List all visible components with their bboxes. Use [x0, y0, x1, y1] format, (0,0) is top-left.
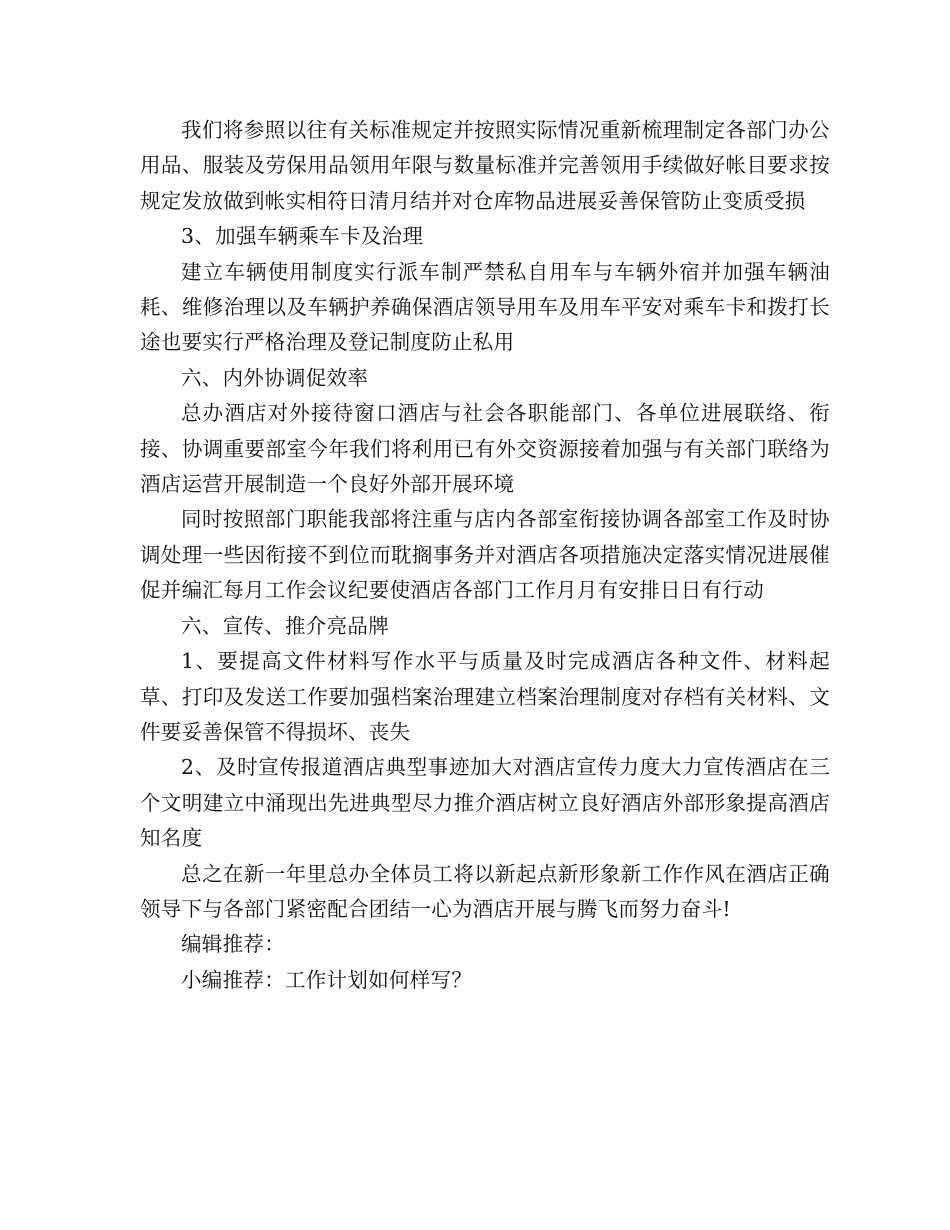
- editor-recommendation-label: 编辑推荐：: [181, 932, 285, 957]
- heading-coordination: 六、内外协调促效率: [181, 365, 369, 390]
- paragraph-vehicle-rules: 建立车辆使用制度实行派车制严禁私自用车与车辆外宿并加强车辆油耗、维修治理以及车辆护养确保酒店领导用车及用车平安对乘车卡和拨打长途也要实行严格治理及登记制度防止私用: [140, 259, 830, 355]
- paragraph-internal-coordination: 同时按照部门职能我部将注重与店内各部室衔接协调各部室工作及时协调处理一些因衔接不到位而耽搁事务并对酒店各项措施决定落实情况进展催促并编汇每月工作会议纪要使酒店各部门工作月月有安排日日有行动: [140, 507, 830, 603]
- paragraph-document-writing: 1、要提高文件材料写作水平与质量及时完成酒店各种文件、材料起草、打印及发送工作要加强档案治理建立档案治理制度对存档有关材料、文件要妥善保管不得损坏、丧失: [140, 649, 830, 744]
- paragraph-conclusion: 总之在新一年里总办全体员工将以新起点新形象新工作作风在酒店正确领导下与各部门紧密配合团结一心为酒店开展与腾飞而努力奋斗!: [140, 861, 830, 921]
- paragraph-publicity-reporting: 2、及时宣传报道酒店典型事迹加大对酒店宣传力度大力宣传酒店在三个文明建立中涌现出先进典型尽力推介酒店树立良好酒店外部形象提高酒店知名度: [140, 755, 830, 851]
- paragraph-office-supplies: 我们将参照以往有关标准规定并按照实际情况重新梳理制定各部门办公用品、服装及劳保用品领用年限与数量标准并完善领用手续做好帐目要求按规定发放做到帐实相符日清月结并对仓库物品进展妥善保管防止变质受损: [140, 118, 830, 213]
- document-body: [140, 113, 830, 998]
- heading-vehicle-management: 3、加强车辆乘车卡及治理: [181, 224, 424, 249]
- editor-recommendation-link[interactable]: 小编推荐：工作计划如何样写？: [181, 967, 473, 992]
- heading-publicity: 六、宣传、推介亮品牌: [181, 613, 389, 638]
- paragraph-external-coordination: 总办酒店对外接待窗口酒店与社会各职能部门、各单位进展联络、衔接、协调重要部室今年我们将利用已有外交资源接着加强与有关部门联络为酒店运营开展制造一个良好外部开展环境: [140, 401, 830, 497]
